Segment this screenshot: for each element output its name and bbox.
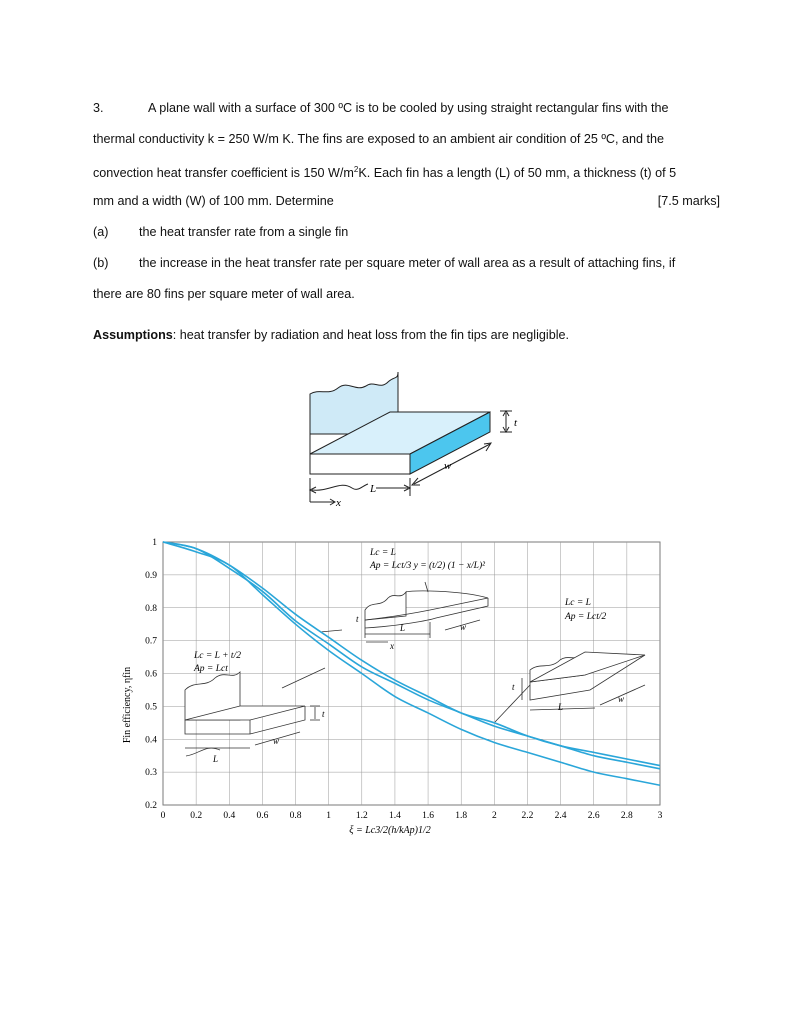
parabolic-inset-L: L xyxy=(400,623,406,633)
x-tick-label: 0.8 xyxy=(289,811,302,821)
x-tick-label: 1.6 xyxy=(422,811,435,821)
x-tick-label: 0 xyxy=(160,811,166,821)
assumptions xyxy=(93,327,569,343)
x-tick-label: 0.6 xyxy=(256,811,269,821)
fin-efficiency-chart xyxy=(110,530,675,840)
question-number: 3. xyxy=(93,101,104,115)
parabolic-inset-w: w xyxy=(460,622,467,632)
fin-label-L: L xyxy=(370,483,377,495)
x-axis-label: ξ = Lc3/2(h/kAp)1/2 xyxy=(349,825,431,836)
question-line-4: mm and a width (W) of 100 mm. Determine xyxy=(93,194,334,208)
fin-figure xyxy=(300,366,530,511)
x-tick-label: 2.8 xyxy=(620,811,633,821)
rect-annotation-2: Ap = Lct xyxy=(194,664,228,674)
part-a-text: the heat transfer rate from a single fin xyxy=(139,225,349,239)
y-tick-label: 1 xyxy=(152,538,157,548)
y-tick-label: 0.7 xyxy=(145,636,157,647)
assumptions-label: Assumptions xyxy=(93,328,173,342)
squared-superscript: 2 xyxy=(353,165,359,174)
rect-inset-t: t xyxy=(322,709,325,719)
assumptions-text: : heat transfer by radiation and heat loss from the fin tips are negligible. xyxy=(172,328,570,342)
part-b-label: (b) xyxy=(93,256,109,270)
parabolic-annotation-2: Ap = Lct/3 y = (t/2) (1 − x/L)² xyxy=(370,561,485,571)
parabolic-inset-t: t xyxy=(356,614,359,624)
question-line-3a: convection heat transfer coefficient is 150 W/m xyxy=(93,166,354,181)
y-tick-label: 0.2 xyxy=(145,801,157,811)
rect-inset-w: w xyxy=(273,736,280,746)
x-tick-label: 1 xyxy=(326,811,332,821)
triangular-annotation-1: Lc = L xyxy=(565,598,591,608)
marks-label: [7.5 marks] xyxy=(657,194,720,208)
question-line-2: thermal conductivity k = 250 W/m K. The fins are exposed to an ambient air condition of 25 ºC, and the xyxy=(93,132,665,146)
triangular-inset-w: w xyxy=(618,694,625,704)
parabolic-inset-x: x xyxy=(390,641,394,651)
y-axis-label: Fin efficiency, ηfin xyxy=(122,666,133,744)
y-tick-label: 0.3 xyxy=(145,768,157,779)
part-b-continuation: there are 80 fins per square meter of wall area. xyxy=(93,287,355,301)
fin-label-x: x xyxy=(336,497,341,509)
x-tick-label: 0.4 xyxy=(223,811,236,821)
question-line-3b: K. Each fin has a length (L) of 50 mm, a thickness (t) of 5 xyxy=(358,166,677,181)
triangular-inset-L: L xyxy=(558,702,564,712)
x-tick-label: 2 xyxy=(491,811,497,821)
fin-label-w: w xyxy=(444,460,452,472)
y-tick-label: 0.4 xyxy=(145,735,157,746)
y-tick-label: 0.6 xyxy=(145,669,157,680)
x-tick-label: 2.6 xyxy=(587,811,600,821)
question-line-1: A plane wall with a surface of 300 ºC is to be cooled by using straight rectangular fins with the xyxy=(148,101,669,115)
x-tick-label: 0.2 xyxy=(190,811,203,821)
part-b-text: the increase in the heat transfer rate per square meter of wall area as a result of attaching fins, if xyxy=(139,256,676,270)
part-a-label: (a) xyxy=(93,225,109,239)
fin-label-t: t xyxy=(514,417,518,429)
x-tick-label: 1.2 xyxy=(355,811,368,821)
x-tick-label: 1.4 xyxy=(388,811,401,821)
y-tick-label: 0.5 xyxy=(145,702,157,713)
y-tick-label: 0.8 xyxy=(145,603,157,614)
y-tick-label: 0.9 xyxy=(145,570,157,581)
rect-inset-L: L xyxy=(213,754,219,764)
fin-front-face xyxy=(310,454,410,474)
triangular-inset-t: t xyxy=(512,682,515,692)
x-tick-label: 2.4 xyxy=(554,811,567,821)
x-tick-label: 2.2 xyxy=(521,811,534,821)
question-line-3 xyxy=(93,162,676,181)
rect-annotation-1: Lc = L + t/2 xyxy=(194,651,241,661)
parabolic-annotation-1: Lc = L xyxy=(370,548,396,558)
x-tick-label: 3 xyxy=(657,811,663,821)
triangular-annotation-2: Ap = Lct/2 xyxy=(565,612,607,622)
x-tick-label: 1.8 xyxy=(455,811,468,821)
